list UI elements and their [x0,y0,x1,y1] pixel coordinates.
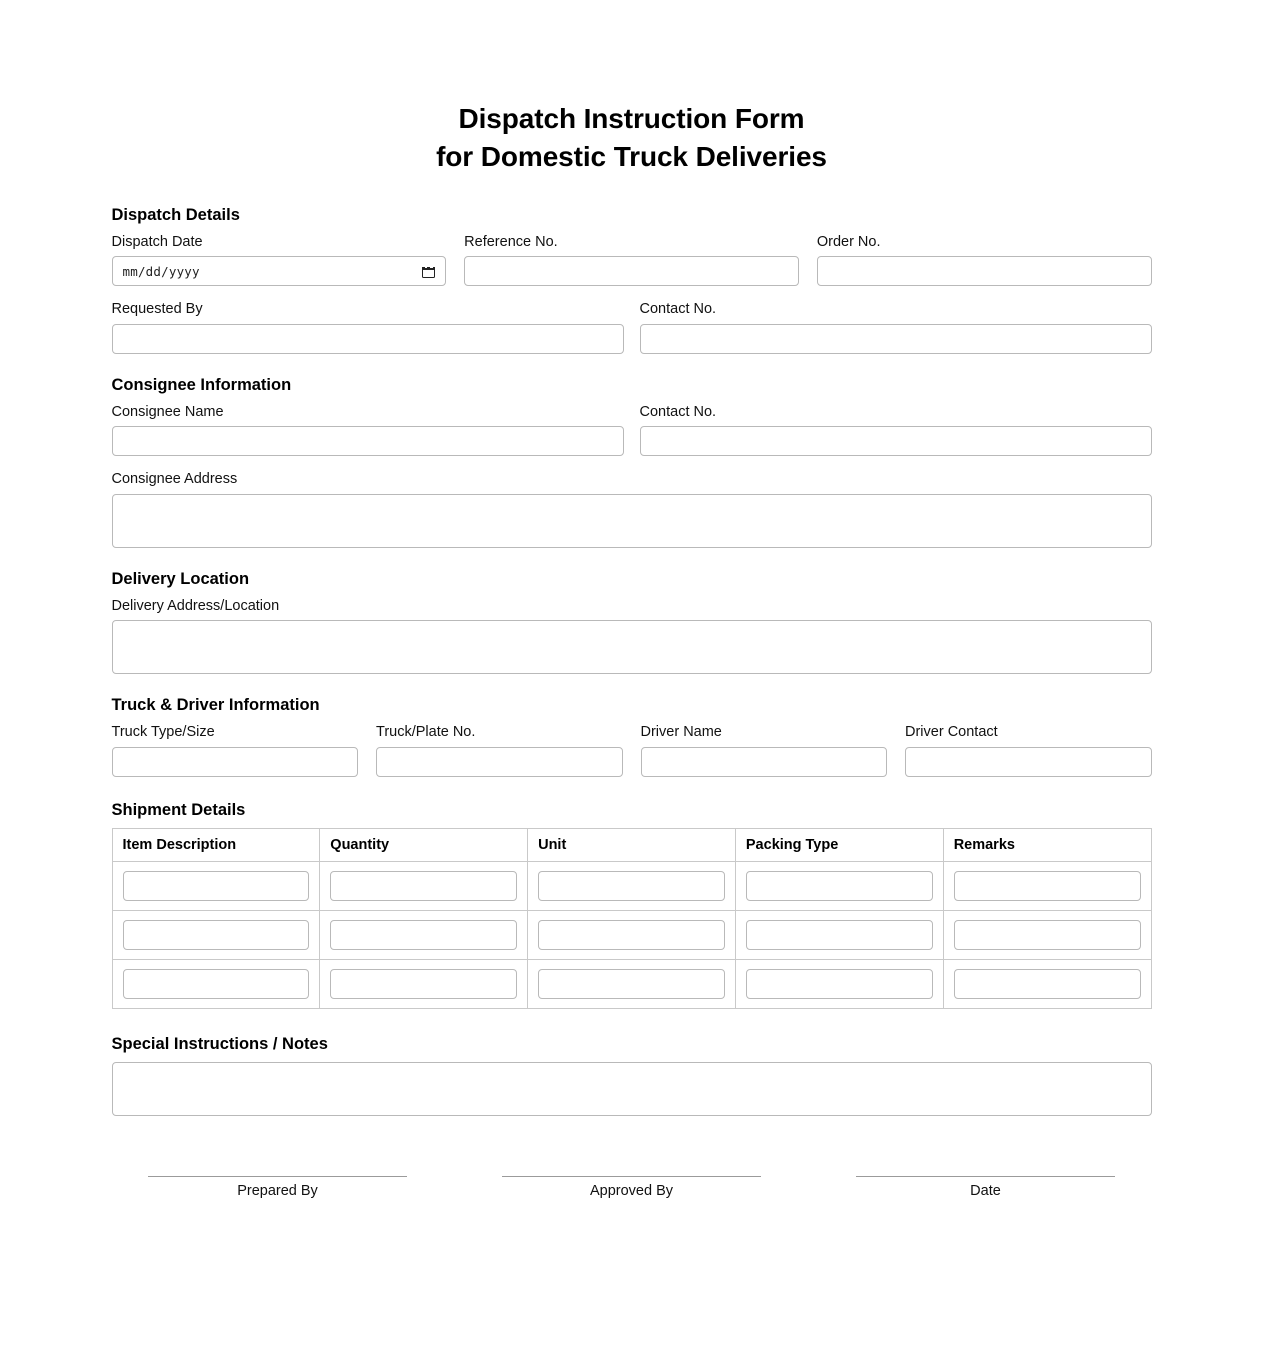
cell-item-description [112,959,320,1008]
quantity-input-row-2[interactable] [330,920,517,950]
cell-quantity [320,910,528,959]
field-consignee-name [112,403,624,457]
section-shipment-details [112,801,1152,1009]
label-dispatch-date: Dispatch Date [111,233,203,250]
cell-remarks [943,959,1151,1008]
page-title-line-1: Dispatch Instruction Form [458,103,805,134]
section-special-instructions [112,1035,1152,1116]
label-driver-name: Driver Name [640,724,722,741]
section-heading-dispatch-details: Dispatch Details [111,205,240,224]
consignee-row-1 [112,403,1152,457]
column-header-item-description: Item Description [112,828,320,861]
packing-type-input-row-1[interactable] [746,871,933,901]
cell-packing-type [735,959,943,1008]
label-consignee-contact-no: Contact No. [639,403,717,420]
shipment-table-head [112,828,1151,861]
table-row [112,861,1151,910]
label-delivery-address: Delivery Address/Location [111,597,280,614]
field-driver-contact [905,723,1152,777]
quantity-input-row-3[interactable] [330,969,517,999]
section-truck-driver-information [112,696,1152,777]
field-reference-no [464,233,799,287]
cell-item-description [112,910,320,959]
cell-unit [528,861,736,910]
consignee-address-textarea[interactable] [112,494,1152,548]
cell-quantity [320,861,528,910]
column-header-quantity: Quantity [320,828,528,861]
field-driver-name [641,723,888,777]
dispatch-details-row-2 [112,300,1152,354]
table-row [112,910,1151,959]
shipment-table-body [112,861,1151,1008]
section-heading-truck-driver-information: Truck & Driver Information [111,696,320,715]
label-order-no: Order No. [816,233,881,250]
shipment-table-header-row [112,828,1151,861]
form-content [112,176,1152,1259]
field-consignee-address [112,470,1152,548]
signature-line-prepared-by [148,1176,407,1177]
section-delivery-location [112,570,1152,675]
packing-type-input-row-2[interactable] [746,920,933,950]
cell-item-description [112,861,320,910]
signature-date [820,1176,1152,1199]
page-title [0,0,1263,176]
shipment-details-table [112,828,1152,1009]
remarks-input-row-2[interactable] [954,920,1141,950]
signature-label-approved-by: Approved By [589,1182,674,1199]
item-description-input-row-3[interactable] [123,969,310,999]
truck-plate-no-input[interactable] [376,747,623,777]
truck-type-size-input[interactable] [112,747,359,777]
label-truck-type-size: Truck Type/Size [111,724,215,741]
section-heading-shipment-details: Shipment Details [111,800,246,819]
calendar-icon[interactable] [422,264,435,278]
label-dispatch-contact-no: Contact No. [639,301,717,318]
signature-label-prepared-by: Prepared By [237,1182,318,1199]
field-dispatch-date [112,233,447,287]
label-consignee-name: Consignee Name [111,403,224,420]
column-header-remarks: Remarks [943,828,1151,861]
section-consignee-information [112,376,1152,548]
cell-packing-type [735,910,943,959]
cell-quantity [320,959,528,1008]
section-heading-consignee-information: Consignee Information [111,375,292,394]
unit-input-row-2[interactable] [538,920,725,950]
dispatch-date-placeholder: mm/dd/yyyy [122,263,200,279]
cell-unit [528,910,736,959]
signature-prepared-by [112,1176,444,1199]
label-truck-plate-no: Truck/Plate No. [376,724,476,741]
consignee-row-2 [112,470,1152,548]
label-driver-contact: Driver Contact [905,724,998,741]
delivery-location-row-1 [112,597,1152,675]
dispatch-contact-no-input[interactable] [640,324,1152,354]
remarks-input-row-3[interactable] [954,969,1141,999]
signature-approved-by [466,1176,798,1199]
page-title-line-2: for Domestic Truck Deliveries [436,140,827,172]
section-dispatch-details [112,206,1152,354]
cell-remarks [943,861,1151,910]
section-heading-special-instructions: Special Instructions / Notes [111,1034,328,1053]
signature-label-date: Date [970,1182,1001,1199]
cell-unit [528,959,736,1008]
cell-packing-type [735,861,943,910]
truck-driver-row-1 [112,723,1152,777]
field-delivery-address [112,597,1152,675]
unit-input-row-3[interactable] [538,969,725,999]
unit-input-row-1[interactable] [538,871,725,901]
field-dispatch-contact-no [640,300,1152,354]
field-order-no [817,233,1152,287]
section-heading-delivery-location: Delivery Location [111,569,250,588]
label-reference-no: Reference No. [464,233,558,250]
item-description-input-row-1[interactable] [123,871,310,901]
special-instructions-textarea[interactable] [112,1062,1152,1116]
requested-by-input[interactable] [112,324,624,354]
quantity-input-row-1[interactable] [330,871,517,901]
signature-line-approved-by [502,1176,761,1177]
table-row [112,959,1151,1008]
field-consignee-contact-no [640,403,1152,457]
consignee-contact-no-input[interactable] [640,426,1152,456]
dispatch-details-row-1 [112,233,1152,287]
signature-section [112,1176,1152,1259]
reference-no-input[interactable] [464,256,799,286]
column-header-unit: Unit [528,828,736,861]
column-header-packing-type: Packing Type [735,828,943,861]
delivery-address-textarea[interactable] [112,620,1152,674]
signature-line-date [856,1176,1115,1177]
item-description-input-row-2[interactable] [123,920,310,950]
cell-remarks [943,910,1151,959]
dispatch-date-input[interactable] [112,256,447,286]
remarks-input-row-1[interactable] [954,871,1141,901]
driver-contact-input[interactable] [905,747,1152,777]
driver-name-input[interactable] [641,747,888,777]
label-consignee-address: Consignee Address [111,471,238,488]
label-requested-by: Requested By [111,301,203,318]
field-truck-type-size [112,723,359,777]
field-requested-by [112,300,624,354]
field-truck-plate-no [376,723,623,777]
packing-type-input-row-3[interactable] [746,969,933,999]
order-no-input[interactable] [817,256,1152,286]
consignee-name-input[interactable] [112,426,624,456]
